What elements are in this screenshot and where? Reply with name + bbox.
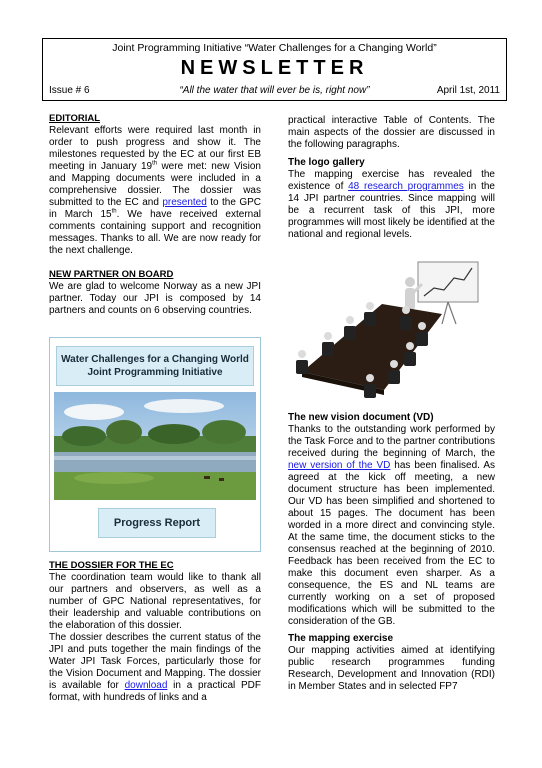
vision-text: Thanks to the outstanding work performed by the Task Force and to the partner contributions received during the beginning of March, the new version of the VD has been finalised. As agreed at the kick off meeting, a new document structure has been implemented. Our VD has been simplified and shortened to about 15 pages. The document has been worded in a more direct and convincing style. At the same time, the document sticks to the consensus reached at the beginning of 2010. Feedback has been received from the EC to make this document even sharper. As a consequence, the ES and NL teams are currently working on a set of proposed modifications which will be submitted to the consideration of the GB. bbox=[288, 424, 495, 627]
download-link[interactable]: download bbox=[124, 680, 168, 691]
new-partner-text: We are glad to welcome Norway as a new JPI partner. Today our JPI is composed by 14 partners and counts on 6 observing countries. bbox=[49, 281, 261, 316]
dossier-heading: THE DOSSIER FOR THE EC bbox=[49, 560, 174, 571]
river-landscape-photo bbox=[54, 392, 256, 500]
initiative-title: Joint Programming Initiative “Water Challenges for a Changing World” bbox=[112, 42, 437, 54]
meeting-table-illustration bbox=[292, 252, 492, 402]
newsletter-title: NEWSLETTER bbox=[180, 57, 369, 79]
mapping-text: Our mapping activities aimed at identifying public research programmes funding Research, Development and Innovation (RDI) in Member States and in selected FP7 bbox=[288, 645, 495, 692]
logo-gallery-text: The mapping exercise has revealed the existence of 48 research programmes in the 14 JPI partner countries. Since mapping will be a recurrent task of this JPI, more programmes will most likely be identified at the national and regional levels. bbox=[288, 169, 495, 240]
editorial-text: Relevant efforts were required last month in order to push progress and show it. The milestones requested by the EC at our first EB meeting in January 19th were met: new Vision and Mapping documents were included in a comprehensive dossier. The dossier was submitted to the EC and presented to the GPC in March 15th. We have received external comments containing support and recognition messages. Thanks to all. We are now ready for the next challenge. bbox=[49, 125, 261, 256]
issue-date: April 1st, 2011 bbox=[436, 85, 500, 96]
left-column-top bbox=[49, 113, 261, 317]
report-footer-label: Progress Report bbox=[98, 508, 216, 538]
progress-report-cover bbox=[49, 337, 261, 552]
presented-link[interactable]: presented bbox=[162, 197, 207, 208]
right-column-bottom bbox=[288, 412, 495, 693]
mapping-heading: The mapping exercise bbox=[288, 633, 394, 644]
logo-gallery-heading: The logo gallery bbox=[288, 157, 365, 168]
vision-heading: The new vision document (VD) bbox=[288, 412, 434, 423]
editorial-heading: EDITORIAL bbox=[49, 113, 101, 124]
newsletter-header bbox=[42, 38, 507, 101]
vd-link[interactable]: new version of the VD bbox=[288, 460, 391, 471]
dossier-para2: The dossier describes the current status of the JPI and puts together the main findings of the Water JPI Task Forces, particularly those for the Vision Document and Mapping. The dossier is available for download in a practical PDF format, with hundreds of links and a bbox=[49, 632, 261, 703]
left-column-bottom bbox=[49, 560, 261, 704]
motto-quote: “All the water that will ever be is, right now” bbox=[179, 85, 370, 96]
issue-number: Issue # 6 bbox=[49, 85, 90, 96]
dossier-continued-text: practical interactive Table of Contents. The main aspects of the dossier are discussed in the following paragraphs. bbox=[288, 115, 495, 150]
new-partner-heading: NEW PARTNER ON BOARD bbox=[49, 269, 174, 280]
report-banner: Water Challenges for a Changing World Joint Programming Initiative bbox=[56, 346, 254, 386]
dossier-para1: The coordination team would like to thank all our partners and observers, as well as a number of GPC National representatives, for their leadership and valuable contributions on the elaboration of this dossier. bbox=[49, 572, 261, 631]
research-programmes-link[interactable]: 48 research programmes bbox=[348, 181, 464, 192]
right-column-top bbox=[288, 115, 495, 241]
